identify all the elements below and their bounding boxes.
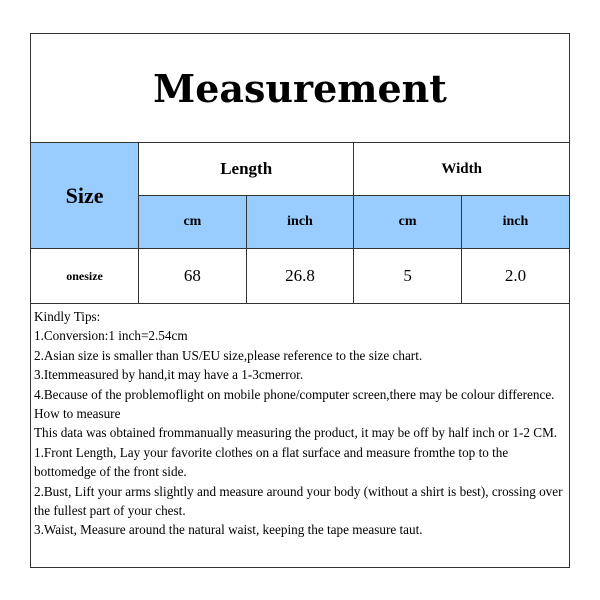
tip-line: 3.Itemmeasured by hand,it may have a 1-3cmerror. xyxy=(34,367,304,383)
tips-heading: Kindly Tips: xyxy=(34,309,101,324)
how-to-measure-heading: How to measure xyxy=(34,406,121,422)
length-cm-value: 68 xyxy=(139,249,247,304)
tip-line: This data was obtained frommanually measuring the product, it may be off by half inch or 1-2 CM. xyxy=(34,425,558,441)
width-cm-header: cm xyxy=(354,196,462,249)
chart-title: Measurement xyxy=(31,34,569,143)
width-cm-value: 5 xyxy=(354,249,462,304)
width-inch-value: 2.0 xyxy=(461,249,569,304)
length-header: Length xyxy=(139,143,354,196)
length-inch-value: 26.8 xyxy=(246,249,354,304)
tip-line: 1.Front Length, Lay your favorite clothes on a flat surface and measure fromthe top to the bottomedge of the front side. xyxy=(34,444,509,480)
tip-line: 4.Because of the problemoflight on mobile phone/computer screen,there may be colour difference. xyxy=(34,386,555,402)
table-row xyxy=(31,249,569,304)
length-inch-header: inch xyxy=(246,196,354,249)
tips-section xyxy=(31,304,569,540)
tip-line: 2.Bust, Lift your arms slightly and measure around your body (without a shirt is best), crossing over the fullest part of your chest. xyxy=(34,483,563,519)
length-cm-header: cm xyxy=(139,196,247,249)
row-size-label: onesize xyxy=(31,249,139,304)
size-header: Size xyxy=(31,143,139,249)
size-chart xyxy=(30,33,570,568)
tip-line: 2.Asian size is smaller than US/EU size,please reference to the size chart. xyxy=(34,347,423,363)
tip-line: 1.Conversion:1 inch=2.54cm xyxy=(34,328,188,344)
measurement-table xyxy=(31,143,569,304)
tip-line: 3.Waist, Measure around the natural waist, keeping the tape measure taut. xyxy=(34,522,423,538)
width-inch-header: inch xyxy=(461,196,569,249)
width-header: Width xyxy=(354,143,569,196)
